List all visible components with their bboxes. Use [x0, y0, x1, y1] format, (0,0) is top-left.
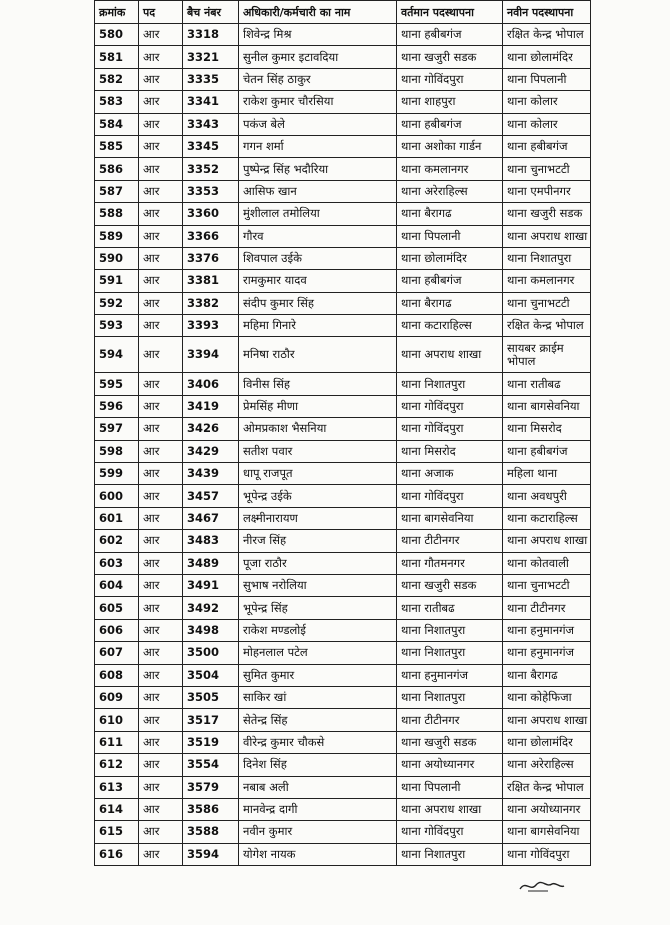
header-current-posting: वर्तमान पदस्थापना — [397, 1, 503, 24]
table-row — [95, 440, 591, 462]
table-row — [95, 619, 591, 641]
cell-name: शिवेन्द्र मिश्र — [239, 24, 397, 46]
cell-batch: 3394 — [183, 337, 239, 373]
cell-batch: 3366 — [183, 225, 239, 247]
cell-batch: 3345 — [183, 135, 239, 157]
cell-batch: 3393 — [183, 315, 239, 337]
cell-rank: आर — [139, 664, 183, 686]
table-row — [95, 507, 591, 529]
cell-name: मोहनलाल पटेल — [239, 642, 397, 664]
table-row — [95, 158, 591, 180]
cell-current-posting: थाना गोविंदपुरा — [397, 821, 503, 843]
cell-batch: 3406 — [183, 373, 239, 395]
cell-current-posting: थाना खजुरी सडक — [397, 46, 503, 68]
cell-current-posting: थाना निशातपुरा — [397, 843, 503, 865]
cell-batch: 3586 — [183, 798, 239, 820]
cell-new-posting: थाना बैरागढ — [503, 664, 591, 686]
cell-rank: आर — [139, 619, 183, 641]
cell-new-posting: थाना कोहेफिजा — [503, 686, 591, 708]
cell-new-posting: थाना अरेराहिल्स — [503, 754, 591, 776]
cell-current-posting: थाना कटाराहिल्स — [397, 315, 503, 337]
cell-serial: 596 — [95, 395, 139, 417]
cell-rank: आर — [139, 315, 183, 337]
cell-serial: 601 — [95, 507, 139, 529]
table-row — [95, 91, 591, 113]
cell-new-posting: थाना छोलामंदिर — [503, 731, 591, 753]
cell-current-posting: थाना टीटीनगर — [397, 709, 503, 731]
table-row — [95, 180, 591, 202]
cell-current-posting: थाना हबीबगंज — [397, 24, 503, 46]
cell-serial: 616 — [95, 843, 139, 865]
cell-name: रामकुमार यादव — [239, 270, 397, 292]
cell-serial: 598 — [95, 440, 139, 462]
cell-current-posting: थाना गोविंदपुरा — [397, 485, 503, 507]
cell-serial: 588 — [95, 203, 139, 225]
cell-current-posting: थाना गौतमनगर — [397, 552, 503, 574]
table-row — [95, 552, 591, 574]
cell-batch: 3588 — [183, 821, 239, 843]
cell-rank: आर — [139, 642, 183, 664]
cell-batch: 3519 — [183, 731, 239, 753]
cell-rank: आर — [139, 270, 183, 292]
cell-rank: आर — [139, 337, 183, 373]
cell-batch: 3321 — [183, 46, 239, 68]
cell-new-posting: रक्षित केन्द्र भोपाल — [503, 315, 591, 337]
cell-name: ओमप्रकाश भैसनिया — [239, 418, 397, 440]
header-rank: पद — [139, 1, 183, 24]
cell-new-posting: थाना टीटीनगर — [503, 597, 591, 619]
cell-batch: 3500 — [183, 642, 239, 664]
cell-batch: 3341 — [183, 91, 239, 113]
cell-name: संदीप कुमार सिंह — [239, 292, 397, 314]
cell-serial: 615 — [95, 821, 139, 843]
cell-rank: आर — [139, 418, 183, 440]
cell-batch: 3457 — [183, 485, 239, 507]
cell-new-posting: थाना छोलामंदिर — [503, 46, 591, 68]
cell-batch: 3381 — [183, 270, 239, 292]
cell-serial: 612 — [95, 754, 139, 776]
cell-serial: 589 — [95, 225, 139, 247]
cell-current-posting: थाना बैरागढ — [397, 292, 503, 314]
table-row — [95, 798, 591, 820]
cell-name: वीरेन्द्र कुमार चौकसे — [239, 731, 397, 753]
cell-batch: 3426 — [183, 418, 239, 440]
cell-new-posting: थाना हबीबगंज — [503, 135, 591, 157]
table-row — [95, 463, 591, 485]
cell-new-posting: थाना हनुमानगंज — [503, 642, 591, 664]
cell-rank: आर — [139, 776, 183, 798]
cell-rank: आर — [139, 463, 183, 485]
cell-new-posting: थाना बागसेवनिया — [503, 395, 591, 417]
table-row — [95, 418, 591, 440]
cell-current-posting: थाना हनुमानगंज — [397, 664, 503, 686]
table-row — [95, 686, 591, 708]
cell-new-posting: थाना चुनाभटटी — [503, 292, 591, 314]
cell-serial: 606 — [95, 619, 139, 641]
cell-serial: 609 — [95, 686, 139, 708]
cell-name: शिवपाल उईके — [239, 247, 397, 269]
cell-rank: आर — [139, 686, 183, 708]
cell-serial: 608 — [95, 664, 139, 686]
cell-serial: 584 — [95, 113, 139, 135]
cell-new-posting: थाना निशातपुरा — [503, 247, 591, 269]
cell-current-posting: थाना गोविंदपुरा — [397, 418, 503, 440]
table-body — [95, 24, 591, 866]
cell-current-posting: थाना अशोका गार्डन — [397, 135, 503, 157]
cell-batch: 3429 — [183, 440, 239, 462]
cell-name: धापू राजपूत — [239, 463, 397, 485]
cell-name: साकिर खां — [239, 686, 397, 708]
cell-rank: आर — [139, 821, 183, 843]
cell-rank: आर — [139, 843, 183, 865]
cell-current-posting: थाना खजुरी सडक — [397, 731, 503, 753]
cell-serial: 583 — [95, 91, 139, 113]
cell-name: दिनेश सिंह — [239, 754, 397, 776]
table-row — [95, 597, 591, 619]
cell-batch: 3505 — [183, 686, 239, 708]
table-row — [95, 754, 591, 776]
cell-new-posting: थाना हबीबगंज — [503, 440, 591, 462]
cell-batch: 3489 — [183, 552, 239, 574]
cell-rank: आर — [139, 135, 183, 157]
header-name: अधिकारी/कर्मचारी का नाम — [239, 1, 397, 24]
cell-new-posting: थाना कोतवाली — [503, 552, 591, 574]
cell-serial: 585 — [95, 135, 139, 157]
header-new-posting: नवीन पदस्थापना — [503, 1, 591, 24]
table-row — [95, 395, 591, 417]
cell-batch: 3504 — [183, 664, 239, 686]
cell-name: सतीश पवार — [239, 440, 397, 462]
table-row — [95, 485, 591, 507]
cell-rank: आर — [139, 597, 183, 619]
cell-current-posting: थाना शाहपुरा — [397, 91, 503, 113]
cell-batch: 3467 — [183, 507, 239, 529]
table-row — [95, 68, 591, 90]
cell-batch: 3554 — [183, 754, 239, 776]
cell-current-posting: थाना अजाक — [397, 463, 503, 485]
table-row — [95, 709, 591, 731]
cell-new-posting: रक्षित केन्द्र भोपाल — [503, 776, 591, 798]
cell-current-posting: थाना खजुरी सडक — [397, 574, 503, 596]
cell-rank: आर — [139, 485, 183, 507]
cell-rank: आर — [139, 292, 183, 314]
cell-new-posting: सायबर क्राईम भोपाल — [503, 337, 591, 373]
cell-serial: 592 — [95, 292, 139, 314]
cell-serial: 587 — [95, 180, 139, 202]
cell-name: सुनील कुमार इटावदिया — [239, 46, 397, 68]
cell-batch: 3382 — [183, 292, 239, 314]
cell-rank: आर — [139, 395, 183, 417]
cell-current-posting: थाना हबीबगंज — [397, 270, 503, 292]
cell-batch: 3439 — [183, 463, 239, 485]
cell-name: भूपेन्द्र उईके — [239, 485, 397, 507]
cell-serial: 590 — [95, 247, 139, 269]
cell-rank: आर — [139, 68, 183, 90]
cell-rank: आर — [139, 225, 183, 247]
cell-batch: 3579 — [183, 776, 239, 798]
cell-current-posting: थाना निशातपुरा — [397, 619, 503, 641]
table-row — [95, 731, 591, 753]
cell-current-posting: थाना मिसरोद — [397, 440, 503, 462]
cell-name: पूजा राठौर — [239, 552, 397, 574]
cell-name: विनीस सिंह — [239, 373, 397, 395]
table-row — [95, 247, 591, 269]
cell-new-posting: रक्षित केन्द्र भोपाल — [503, 24, 591, 46]
table-row — [95, 776, 591, 798]
cell-current-posting: थाना अपराध शाखा — [397, 798, 503, 820]
cell-serial: 600 — [95, 485, 139, 507]
cell-current-posting: थाना गोविंदपुरा — [397, 68, 503, 90]
cell-new-posting: थाना बागसेवनिया — [503, 821, 591, 843]
cell-current-posting: थाना बागसेवनिया — [397, 507, 503, 529]
cell-serial: 593 — [95, 315, 139, 337]
table-row — [95, 24, 591, 46]
cell-new-posting: थाना कमलानगर — [503, 270, 591, 292]
cell-rank: आर — [139, 180, 183, 202]
table-row — [95, 315, 591, 337]
cell-current-posting: थाना टीटीनगर — [397, 530, 503, 552]
cell-current-posting: थाना अरेराहिल्स — [397, 180, 503, 202]
cell-serial: 591 — [95, 270, 139, 292]
cell-rank: आर — [139, 46, 183, 68]
cell-batch: 3491 — [183, 574, 239, 596]
cell-current-posting: थाना रातीबढ — [397, 597, 503, 619]
cell-serial: 586 — [95, 158, 139, 180]
cell-name: आसिफ खान — [239, 180, 397, 202]
cell-name: लक्ष्मीनारायण — [239, 507, 397, 529]
table-row — [95, 203, 591, 225]
cell-new-posting: थाना खजुरी सडक — [503, 203, 591, 225]
cell-name: नीरज सिंह — [239, 530, 397, 552]
cell-new-posting: थाना चुनाभटटी — [503, 574, 591, 596]
cell-name: प्रेमसिंह मीणा — [239, 395, 397, 417]
cell-new-posting: थाना कोलार — [503, 91, 591, 113]
cell-new-posting: थाना कटाराहिल्स — [503, 507, 591, 529]
table-row — [95, 337, 591, 373]
cell-name: सुमित कुमार — [239, 664, 397, 686]
cell-name: गौरव — [239, 225, 397, 247]
cell-rank: आर — [139, 507, 183, 529]
cell-new-posting: थाना अपराध शाखा — [503, 709, 591, 731]
cell-name: गगन शर्मा — [239, 135, 397, 157]
cell-serial: 611 — [95, 731, 139, 753]
cell-name: चेतन सिंह ठाकुर — [239, 68, 397, 90]
cell-rank: आर — [139, 113, 183, 135]
cell-name: राकेश मण्डलोई — [239, 619, 397, 641]
cell-current-posting: थाना अपराध शाखा — [397, 337, 503, 373]
cell-current-posting: थाना निशातपुरा — [397, 642, 503, 664]
cell-new-posting: महिला थाना — [503, 463, 591, 485]
cell-current-posting: थाना छोलामंदिर — [397, 247, 503, 269]
table-row — [95, 135, 591, 157]
cell-batch: 3498 — [183, 619, 239, 641]
cell-serial: 595 — [95, 373, 139, 395]
table-row — [95, 225, 591, 247]
cell-name: महिमा गिनारे — [239, 315, 397, 337]
cell-batch: 3335 — [183, 68, 239, 90]
cell-current-posting: थाना बैरागढ — [397, 203, 503, 225]
table-row — [95, 270, 591, 292]
table-row — [95, 642, 591, 664]
cell-rank: आर — [139, 754, 183, 776]
cell-batch: 3419 — [183, 395, 239, 417]
table-row — [95, 574, 591, 596]
cell-name: मुंशीलाल तमोलिया — [239, 203, 397, 225]
transfer-table — [94, 0, 591, 866]
cell-new-posting: थाना हनुमानगंज — [503, 619, 591, 641]
cell-serial: 605 — [95, 597, 139, 619]
cell-new-posting: थाना कोलार — [503, 113, 591, 135]
cell-batch: 3376 — [183, 247, 239, 269]
cell-new-posting: थाना अपराध शाखा — [503, 225, 591, 247]
cell-batch: 3492 — [183, 597, 239, 619]
cell-serial: 582 — [95, 68, 139, 90]
cell-rank: आर — [139, 158, 183, 180]
cell-name: मानवेन्द्र दागी — [239, 798, 397, 820]
table-row — [95, 46, 591, 68]
cell-batch: 3353 — [183, 180, 239, 202]
cell-name: नवीन कुमार — [239, 821, 397, 843]
cell-rank: आर — [139, 530, 183, 552]
cell-name: मनिषा राठौर — [239, 337, 397, 373]
cell-rank: आर — [139, 24, 183, 46]
cell-batch: 3360 — [183, 203, 239, 225]
cell-rank: आर — [139, 574, 183, 596]
cell-serial: 599 — [95, 463, 139, 485]
cell-rank: आर — [139, 373, 183, 395]
cell-new-posting: थाना पिपलानी — [503, 68, 591, 90]
cell-serial: 581 — [95, 46, 139, 68]
cell-current-posting: थाना अयोध्यानगर — [397, 754, 503, 776]
cell-name: भूपेन्द्र सिंह — [239, 597, 397, 619]
cell-rank: आर — [139, 440, 183, 462]
cell-name: पकंज बेले — [239, 113, 397, 135]
table-row — [95, 113, 591, 135]
header-batch: बैच नंबर — [183, 1, 239, 24]
cell-new-posting: थाना एमपीनगर — [503, 180, 591, 202]
cell-rank: आर — [139, 203, 183, 225]
cell-serial: 580 — [95, 24, 139, 46]
cell-batch: 3483 — [183, 530, 239, 552]
cell-batch: 3343 — [183, 113, 239, 135]
cell-new-posting: थाना गोविंदपुरा — [503, 843, 591, 865]
cell-name: राकेश कुमार चौरसिया — [239, 91, 397, 113]
cell-serial: 597 — [95, 418, 139, 440]
cell-serial: 594 — [95, 337, 139, 373]
table-row — [95, 373, 591, 395]
table-header-row — [95, 1, 591, 24]
cell-rank: आर — [139, 247, 183, 269]
cell-new-posting: थाना मिसरोद — [503, 418, 591, 440]
cell-rank: आर — [139, 552, 183, 574]
cell-current-posting: थाना निशातपुरा — [397, 686, 503, 708]
cell-current-posting: थाना पिपलानी — [397, 225, 503, 247]
cell-name: सुभाष नरोलिया — [239, 574, 397, 596]
cell-batch: 3352 — [183, 158, 239, 180]
cell-current-posting: थाना हबीबगंज — [397, 113, 503, 135]
cell-serial: 613 — [95, 776, 139, 798]
table-row — [95, 292, 591, 314]
cell-batch: 3517 — [183, 709, 239, 731]
cell-batch: 3594 — [183, 843, 239, 865]
cell-rank: आर — [139, 731, 183, 753]
header-serial: क्रमांक — [95, 1, 139, 24]
table-row — [95, 821, 591, 843]
cell-current-posting: थाना कमलानगर — [397, 158, 503, 180]
cell-new-posting: थाना अवधपुरी — [503, 485, 591, 507]
cell-serial: 607 — [95, 642, 139, 664]
cell-current-posting: थाना गोविंदपुरा — [397, 395, 503, 417]
cell-name: योगेश नायक — [239, 843, 397, 865]
cell-rank: आर — [139, 709, 183, 731]
cell-name: सेतेन्द्र सिंह — [239, 709, 397, 731]
cell-new-posting: थाना अपराध शाखा — [503, 530, 591, 552]
cell-rank: आर — [139, 91, 183, 113]
cell-serial: 610 — [95, 709, 139, 731]
cell-current-posting: थाना निशातपुरा — [397, 373, 503, 395]
table-row — [95, 843, 591, 865]
signature-mark — [518, 876, 566, 894]
cell-name: पुष्पेन्द्र सिंह भदौरिया — [239, 158, 397, 180]
cell-serial: 604 — [95, 574, 139, 596]
cell-new-posting: थाना रातीबढ — [503, 373, 591, 395]
cell-name: नबाब अली — [239, 776, 397, 798]
cell-new-posting: थाना चुनाभटटी — [503, 158, 591, 180]
table-row — [95, 530, 591, 552]
cell-serial: 614 — [95, 798, 139, 820]
table-row — [95, 664, 591, 686]
cell-new-posting: थाना अयोध्यानगर — [503, 798, 591, 820]
cell-serial: 603 — [95, 552, 139, 574]
cell-serial: 602 — [95, 530, 139, 552]
cell-current-posting: थाना पिपलानी — [397, 776, 503, 798]
cell-rank: आर — [139, 798, 183, 820]
cell-batch: 3318 — [183, 24, 239, 46]
